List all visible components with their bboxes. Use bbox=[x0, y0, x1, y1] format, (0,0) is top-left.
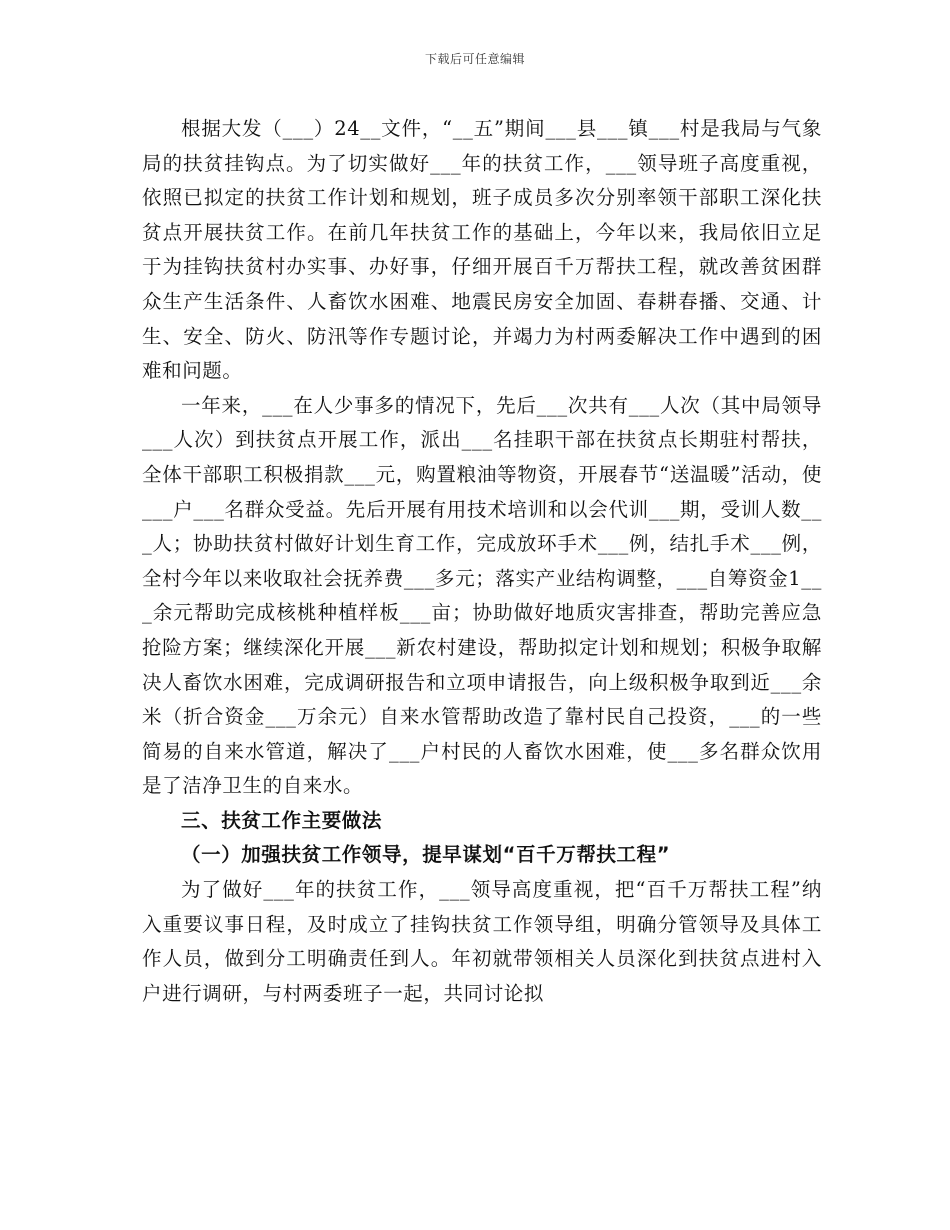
paragraph-year-summary: 一年来，___在人少事多的情况下，先后___次共有___人次（其中局领导___人次）到扶贫点开展工作，派出___名挂职干部在扶贫点长期驻村帮扶，全体干部职工积极捐款___元，购置粮油等物资，开展春节“送温暖”活动，使___户___名群众受益。先后开展有用技术培训和以会代训___期，受训人数___人；协助扶贫村做好计划生育工作，完成放环手术___例，结扎手术___例，全村今年以来收取社会抚养费___多元；落实产业结构调整，___自筹资金1___余元帮助完成核桃种植样板___亩；协助做好地质灾害排查，帮助完善应急抢险方案；继续深化开展___新农村建设，帮助拟定计划和规划；积极争取解决人畜饮水困难，完成调研报告和立项申请报告，向上级积极争取到近___余米（折合资金___万余元）自来水管帮助改造了靠村民自己投资，___的一些简易的自来水管道，解决了___户村民的人畜饮水困难，使___多名群众饮用是了洁净卫生的自来水。 bbox=[142, 393, 822, 798]
page-header-note: 下载后可任意编辑 bbox=[424, 52, 525, 66]
document-body bbox=[142, 112, 822, 1011]
subsection-heading: （一）加强扶贫工作领导，提早谋划“百千万帮扶工程” bbox=[181, 843, 671, 867]
section-heading: 三、扶贫工作主要做法 bbox=[181, 808, 383, 832]
paragraph-intro: 根据大发（___）24__文件，“__五”期间___县___镇___村是我局与气象局的扶贫挂钩点。为了切实做好___年的扶贫工作，___领导班子高度重视，依照已拟定的扶贫工作计划和规划，班子成员多次分别率领干部职工深化扶贫点开展扶贫工作。在前几年扶贫工作的基础上，今年以来，我局依旧立足于为挂钩扶贫村办实事、办好事，仔细开展百千万帮扶工程，就改善贫困群众生产生活条件、人畜饮水困难、地震民房安全加固、春耕春播、交通、计生、安全、防火、防汛等作专题讨论，并竭力为村两委解决工作中遇到的困难和问题。 bbox=[142, 117, 822, 383]
paragraph-leadership: 为了做好___年的扶贫工作，___领导高度重视，把“百千万帮扶工程”纳入重要议事日程，及时成立了挂钩扶贫工作领导组，明确分管领导及具体工作人员，做到分工明确责任到人。年初就带领相关人员深化到扶贫点进村入户进行调研，与村两委班子一起，共同讨论拟 bbox=[142, 878, 822, 1005]
